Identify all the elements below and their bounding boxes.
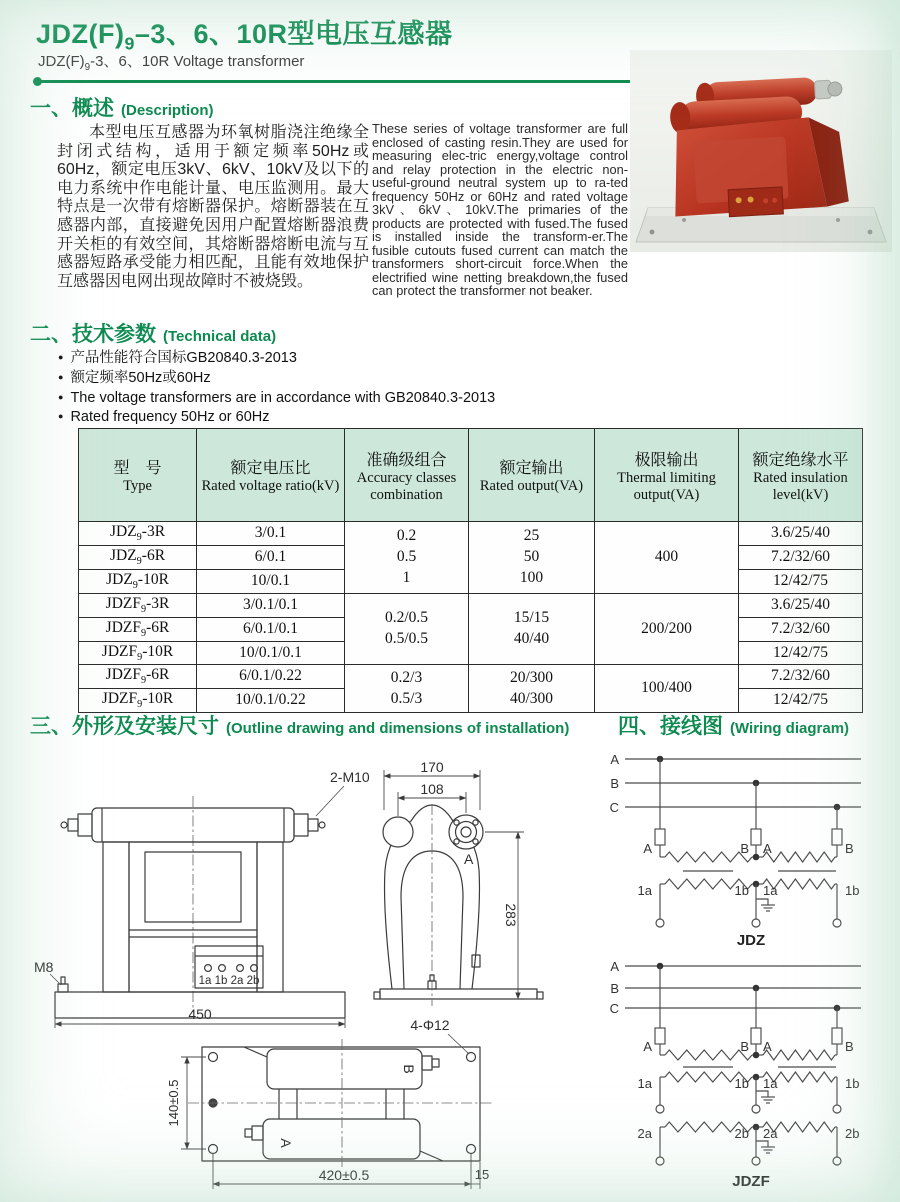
phase-label: B — [610, 981, 619, 996]
section2-heading-cn: 二、技术参数 — [30, 323, 156, 346]
tech-bullet-item: ● Rated frequency 50Hz or 60Hz — [58, 407, 495, 427]
side-overall-width-dim: 170 — [420, 759, 444, 775]
front-base-bolt-label: M8 — [34, 959, 54, 975]
table-row — [79, 522, 863, 546]
cell-ratio: 3/0.1/0.1 — [197, 593, 345, 617]
secondary-terminal-label: 1b — [845, 883, 860, 898]
cell-thermal: 200/200 — [595, 593, 739, 665]
plan-edge-offset-dim: 15 — [474, 1167, 490, 1182]
secondary-terminal-label: 1a — [763, 883, 778, 898]
front-view-drawing — [28, 760, 370, 1030]
wiring-diagram-jdzf9 — [593, 950, 900, 1202]
table-header-row — [79, 429, 863, 522]
front-terminal-labels: 1a 1b 2a 2b — [198, 975, 260, 987]
phase-label: C — [609, 1001, 619, 1016]
primary-terminal-label: B — [740, 841, 749, 856]
secondary-terminal-label: 1b — [734, 1076, 749, 1091]
secondary-terminal-label: 1b — [734, 883, 749, 898]
wiring-caption: JDZF — [732, 1173, 770, 1190]
cell-insulation: 3.6/25/40 — [739, 522, 863, 546]
secondary-terminal-label: 1a — [763, 1076, 778, 1091]
phase-label: A — [610, 752, 619, 767]
side-height-dim: 283 — [503, 903, 519, 927]
cell-type: $JDZ_9-3R$ — [79, 522, 197, 546]
col-header-output: 额定输出 Rated output(VA) — [469, 429, 595, 522]
secondary-terminal-label: 2b — [845, 1126, 860, 1141]
primary-terminal-label: B — [845, 1039, 854, 1054]
cell-insulation: 12/42/75 — [739, 689, 863, 713]
phase-label: C — [609, 800, 619, 815]
description-en — [372, 122, 890, 298]
col-header-ratio: 额定电压比 Rated voltage ratio(kV) — [197, 429, 345, 522]
cell-accuracy: 0.2/0.5 0.5/0.5 — [345, 593, 469, 665]
cell-accuracy: 0.2/3 0.5/3 — [345, 665, 469, 713]
plan-hole-spacing-dim: 420±0.5 — [318, 1167, 370, 1183]
technical-data-table — [78, 428, 863, 713]
plan-cylinder-a-label: A — [278, 1138, 294, 1148]
front-width-dim: 450 — [188, 1006, 212, 1022]
tech-bullet-item: ● 额定频率50Hz或60Hz — [58, 368, 495, 388]
photo-spacer — [628, 122, 890, 272]
col-header-insulation: 额定绝缘水平 Rated insulation level(kV) — [739, 429, 863, 522]
side-view-drawing — [348, 752, 566, 1028]
secondary-terminal-label: 2b — [734, 1126, 749, 1141]
front-bolt-label: 2-M10 — [330, 769, 370, 785]
phase-label: A — [610, 959, 619, 974]
section4-heading — [618, 710, 849, 740]
cell-type: $JDZF_9-3R$ — [79, 593, 197, 617]
side-detail-label: A — [464, 851, 474, 867]
cell-output: 15/15 40/40 — [469, 593, 595, 665]
primary-terminal-label: B — [845, 841, 854, 856]
section4-heading-cn: 四、接线图 — [618, 715, 723, 738]
col-header-accuracy: 准确级组合 Accuracy classes combination — [345, 429, 469, 522]
description-en-body: These series of voltage transformer are full enclosed of casting resin.They are used for measuring elec-tric energy,voltage control and relay protection in the electric non-useful-ground neutral system up to ra-ted frequency 50Hz or 60Hz and rated voltage 3kV、6kV、10kV.The primaries of the products are protected with fused.The fused is installed inside the transform-er.The fusible cutouts fused current can match the transformers short-circuit force.When the electrified wine netting breakdown,the fused can protect the transformer not beaker. — [372, 121, 628, 298]
primary-terminal-label: A — [763, 841, 772, 856]
cell-type: $JDZF_9-10R$ — [79, 689, 197, 713]
side-bushing-spacing-dim: 108 — [420, 781, 444, 797]
section2-heading — [30, 318, 276, 348]
section4-heading-en: (Wiring diagram) — [730, 720, 850, 737]
cell-insulation: 7.2/32/60 — [739, 545, 863, 569]
tech-bullet-item: ● The voltage transformers are in accordance with GB20840.3-2013 — [58, 388, 495, 408]
table-row — [79, 593, 863, 617]
cell-output: 25 50 100 — [469, 522, 595, 594]
tech-bullet-list — [58, 348, 495, 427]
cell-insulation: 7.2/32/60 — [739, 617, 863, 641]
cell-thermal: 400 — [595, 522, 739, 594]
col-header-thermal: 极限输出 Thermal limiting output(VA) — [595, 429, 739, 522]
cell-type: $JDZF_9-10R$ — [79, 641, 197, 665]
plan-cylinder-b-label: B — [401, 1064, 417, 1074]
wiring-diagram-jdz9 — [593, 745, 900, 955]
cell-thermal: 100/400 — [595, 665, 739, 713]
cell-ratio: 10/0.1/0.1 — [197, 641, 345, 665]
wiring-caption: JDZ — [736, 932, 766, 949]
plan-depth-dim: 140±0.5 — [166, 1079, 181, 1127]
cell-output: 20/300 40/300 — [469, 665, 595, 713]
section3-heading-cn: 三、外形及安装尺寸 — [30, 715, 219, 738]
page-subtitle: $JDZ(F)_9-3$、6、10R Voltage transformer — [38, 53, 305, 73]
section3-heading — [30, 710, 569, 740]
primary-terminal-label: A — [763, 1039, 772, 1054]
cell-insulation: 7.2/32/60 — [739, 665, 863, 689]
plan-holes-label: 4-Φ12 — [410, 1017, 450, 1033]
page-title: $JDZ(F)_9-3$、6、10R型电压互感器 — [36, 19, 453, 54]
phase-label: B — [610, 776, 619, 791]
section1-heading-en: (Description) — [121, 102, 214, 119]
table-row — [79, 665, 863, 689]
cell-type: $JDZ_9-10R$ — [79, 569, 197, 593]
cell-ratio: 6/0.1/0.1 — [197, 617, 345, 641]
cell-ratio: 3/0.1 — [197, 522, 345, 546]
primary-terminal-label: A — [643, 1039, 652, 1054]
cell-ratio: 6/0.1/0.22 — [197, 665, 345, 689]
section1-heading — [30, 92, 214, 122]
cell-type: $JDZF_9-6R$ — [79, 665, 197, 689]
divider-dot-icon — [33, 77, 42, 86]
tech-bullet-item: ● 产品性能符合国标GB20840.3-2013 — [58, 348, 495, 368]
plan-view-drawing — [148, 1012, 596, 1202]
cell-ratio: 6/0.1 — [197, 545, 345, 569]
cell-type: $JDZ_9-6R$ — [79, 545, 197, 569]
secondary-terminal-label: 1a — [637, 883, 652, 898]
section2-heading-en: (Technical data) — [163, 328, 277, 345]
cell-ratio: 10/0.1/0.22 — [197, 689, 345, 713]
primary-terminal-label: A — [643, 841, 652, 856]
cell-insulation: 12/42/75 — [739, 641, 863, 665]
cell-accuracy: 0.2 0.5 1 — [345, 522, 469, 594]
secondary-terminal-label: 1b — [845, 1076, 860, 1091]
secondary-terminal-label: 2a — [763, 1126, 778, 1141]
col-header-type: 型 号 Type — [79, 429, 197, 522]
cell-ratio: 10/0.1 — [197, 569, 345, 593]
secondary-terminal-label: 2a — [637, 1126, 652, 1141]
secondary-terminal-label: 1a — [637, 1076, 652, 1091]
cell-type: $JDZF_9-6R$ — [79, 617, 197, 641]
cell-insulation: 12/42/75 — [739, 569, 863, 593]
primary-terminal-label: B — [740, 1039, 749, 1054]
description-cn: 本型电压互感器为环氧树脂浇注绝缘全封闭式结构，适用于额定频率50Hz或60Hz，额定电压3kV、6kV、10kV及以下的电力系统中作电能计量、电压监测用。最大特点是一次带有熔断器保护。熔断器装在互感器内部，直接避免因用户配置熔断器浪费开关柜的有效空间，其熔断器熔断电流与互感器短路承受能力相匹配，且能有效地保护互感器因电网出现故障时不被烧毁。 — [57, 124, 369, 290]
cell-insulation: 3.6/25/40 — [739, 593, 863, 617]
section1-heading-cn: 一、概述 — [30, 97, 114, 120]
section3-heading-en: (Outline drawing and dimensions of installation) — [226, 720, 570, 737]
